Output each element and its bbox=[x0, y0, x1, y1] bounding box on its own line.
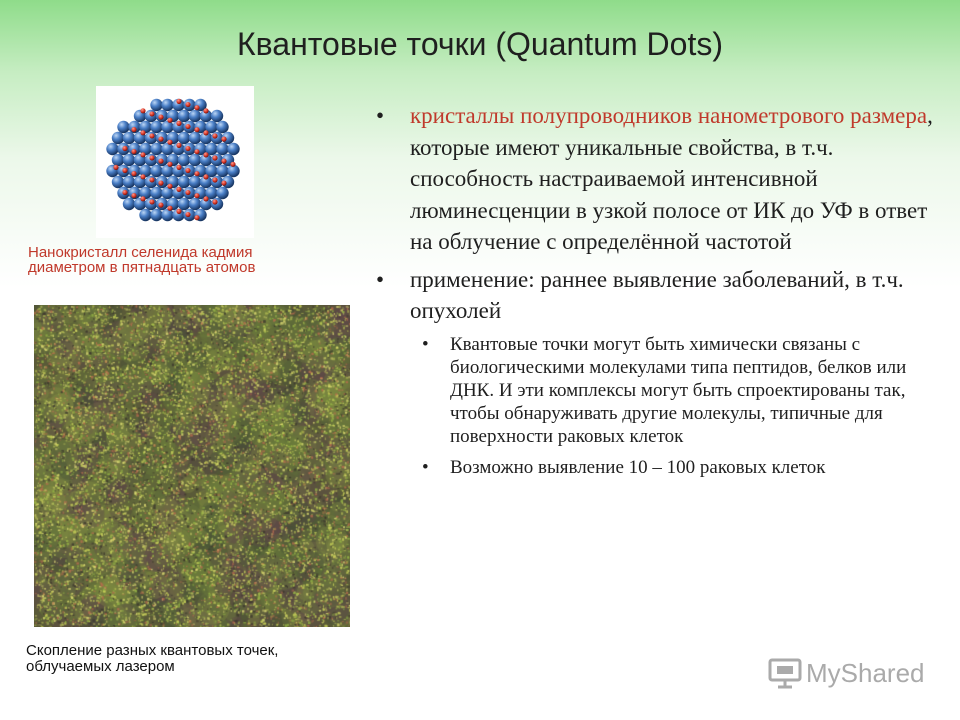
sub-bullet-list bbox=[376, 333, 936, 479]
selenium-atom bbox=[185, 168, 190, 173]
selenium-atom bbox=[167, 184, 172, 189]
selenium-atom bbox=[203, 108, 208, 113]
cadmium-atom bbox=[106, 143, 118, 155]
bullet-definition bbox=[376, 100, 936, 258]
cadmium-atom bbox=[189, 154, 201, 166]
nanocrystal-illustration bbox=[96, 86, 254, 238]
presentation-icon bbox=[768, 657, 802, 689]
cadmium-atom bbox=[161, 187, 173, 199]
cadmium-atom bbox=[123, 154, 135, 166]
selenium-atom bbox=[185, 190, 190, 195]
selenium-atom bbox=[158, 181, 163, 186]
cadmium-atom bbox=[178, 110, 190, 122]
cadmium-atom bbox=[123, 198, 135, 210]
cadmium-atom bbox=[189, 110, 201, 122]
sub-bullet-text: Квантовые точки могут быть химически связаны с биологическими молекулами типа пептидов, белков или ДНК. И эти комплексы могут быть спроектированы так, чтобы обнаруживать другие молекулы, типичные для поверхности раковых клеток bbox=[450, 333, 907, 447]
selenium-atom bbox=[203, 196, 208, 201]
quantum-dots-caption bbox=[26, 643, 356, 675]
bullet-application bbox=[376, 264, 936, 327]
selenium-atom bbox=[167, 118, 172, 123]
cadmium-atom bbox=[216, 165, 228, 177]
bullet-content bbox=[376, 100, 936, 487]
selenium-atom bbox=[122, 168, 127, 173]
selenium-atom bbox=[194, 215, 199, 220]
cadmium-atom bbox=[123, 132, 135, 144]
nanocrystal-caption-line2: диаметром в пятнадцать атомов bbox=[28, 259, 256, 276]
cadmium-atom bbox=[211, 176, 223, 188]
selenium-atom bbox=[140, 130, 145, 135]
cadmium-atom bbox=[150, 165, 162, 177]
selenium-atom bbox=[212, 155, 217, 160]
selenium-atom bbox=[158, 115, 163, 120]
cadmium-atom bbox=[216, 121, 228, 133]
definition-text: , которые имеют уникальные свойства, в т.ч. способность настраиваемой интенсивной люминесценции в узкой полосе от ИК до УФ в ответ на облучение с определённой частотой bbox=[410, 103, 933, 254]
selenium-atom bbox=[149, 177, 154, 182]
selenium-atom bbox=[176, 121, 181, 126]
selenium-atom bbox=[167, 206, 172, 211]
selenium-atom bbox=[140, 196, 145, 201]
slide-title: Квантовые точки (Quantum Dots) bbox=[237, 26, 723, 62]
selenium-atom bbox=[122, 190, 127, 195]
selenium-atom bbox=[230, 162, 235, 167]
selenium-atom bbox=[185, 124, 190, 129]
cadmium-atom bbox=[123, 176, 135, 188]
selenium-atom bbox=[194, 105, 199, 110]
cadmium-atom bbox=[112, 154, 124, 166]
cadmium-atom bbox=[161, 121, 173, 133]
selenium-atom bbox=[149, 155, 154, 160]
selenium-atom bbox=[158, 203, 163, 208]
selenium-atom bbox=[176, 165, 181, 170]
selenium-atom bbox=[113, 165, 118, 170]
cadmium-atom bbox=[178, 198, 190, 210]
cadmium-atom bbox=[178, 154, 190, 166]
sub-bullet-text: Возможно выявление 10 – 100 раковых клеток bbox=[450, 456, 826, 478]
selenium-atom bbox=[158, 137, 163, 142]
cadmium-atom bbox=[178, 132, 190, 144]
bullet-marker: • bbox=[376, 266, 385, 292]
bullet-list bbox=[376, 100, 936, 327]
cadmium-atom bbox=[150, 121, 162, 133]
selenium-atom bbox=[167, 162, 172, 167]
selenium-atom bbox=[212, 133, 217, 138]
cadmium-atom bbox=[150, 187, 162, 199]
cadmium-atom bbox=[161, 143, 173, 155]
cadmium-atom bbox=[189, 176, 201, 188]
selenium-atom bbox=[221, 137, 226, 142]
quantum-dots-caption-line1: Скопление разных квантовых точек, bbox=[26, 642, 279, 659]
quantum-dots-caption-line2: облучаемых лазером bbox=[26, 658, 175, 675]
cadmium-atom bbox=[178, 176, 190, 188]
cadmium-atom bbox=[150, 143, 162, 155]
cadmium-atom bbox=[227, 143, 239, 155]
sub-bullet-item bbox=[376, 456, 936, 479]
selenium-atom bbox=[131, 193, 136, 198]
quantum-dots-photo bbox=[34, 305, 350, 627]
selenium-atom bbox=[131, 127, 136, 132]
selenium-atom bbox=[149, 111, 154, 116]
selenium-atom bbox=[131, 171, 136, 176]
quantum-dots-texture bbox=[34, 305, 350, 627]
cadmium-atom bbox=[161, 209, 173, 221]
selenium-atom bbox=[149, 133, 154, 138]
nanocrystal-image bbox=[96, 86, 254, 238]
selenium-atom bbox=[158, 159, 163, 164]
selenium-atom bbox=[221, 181, 226, 186]
bullet-marker: • bbox=[376, 103, 385, 128]
selenium-atom bbox=[122, 146, 127, 151]
cadmium-atom bbox=[216, 187, 228, 199]
selenium-atom bbox=[131, 149, 136, 154]
cadmium-atom bbox=[211, 198, 223, 210]
selenium-atom bbox=[194, 193, 199, 198]
cadmium-atom bbox=[112, 132, 124, 144]
cadmium-atom bbox=[161, 165, 173, 177]
watermark bbox=[768, 656, 925, 690]
selenium-atom bbox=[140, 174, 145, 179]
cadmium-atom bbox=[216, 143, 228, 155]
selenium-atom bbox=[194, 149, 199, 154]
selenium-atom bbox=[176, 99, 181, 104]
selenium-atom bbox=[221, 159, 226, 164]
cadmium-atom bbox=[117, 121, 129, 133]
selenium-atom bbox=[212, 199, 217, 204]
application-text: применение: раннее выявление заболеваний, в т.ч. опухолей bbox=[410, 266, 904, 323]
selenium-atom bbox=[185, 146, 190, 151]
cadmium-atom bbox=[150, 99, 162, 111]
cadmium-atom bbox=[150, 209, 162, 221]
selenium-atom bbox=[203, 130, 208, 135]
selenium-atom bbox=[176, 209, 181, 214]
selenium-atom bbox=[185, 212, 190, 217]
watermark-text: MyShared bbox=[806, 657, 925, 688]
selenium-atom bbox=[140, 152, 145, 157]
cadmium-atom bbox=[211, 154, 223, 166]
sub-bullet-item bbox=[376, 333, 936, 448]
selenium-atom bbox=[167, 140, 172, 145]
nanocrystal-caption bbox=[28, 245, 328, 275]
bullet-marker: • bbox=[422, 456, 429, 478]
cadmium-atom bbox=[161, 99, 173, 111]
cadmium-atom bbox=[211, 110, 223, 122]
selenium-atom bbox=[185, 102, 190, 107]
selenium-atom bbox=[176, 143, 181, 148]
nanocrystal-caption-line1: Нанокристалл селенида кадмия bbox=[28, 244, 253, 261]
selenium-atom bbox=[176, 187, 181, 192]
selenium-atom bbox=[194, 171, 199, 176]
cadmium-atom bbox=[139, 209, 151, 221]
cadmium-atom bbox=[112, 176, 124, 188]
selenium-atom bbox=[203, 174, 208, 179]
selenium-atom bbox=[203, 152, 208, 157]
selenium-atom bbox=[194, 127, 199, 132]
selenium-atom bbox=[149, 199, 154, 204]
selenium-atom bbox=[212, 177, 217, 182]
definition-highlight: кристаллы полупроводников нанометрового размера bbox=[410, 103, 928, 128]
cadmium-atom bbox=[211, 132, 223, 144]
bullet-marker: • bbox=[422, 333, 429, 355]
cadmium-atom bbox=[189, 132, 201, 144]
selenium-atom bbox=[140, 108, 145, 113]
cadmium-atom bbox=[189, 198, 201, 210]
